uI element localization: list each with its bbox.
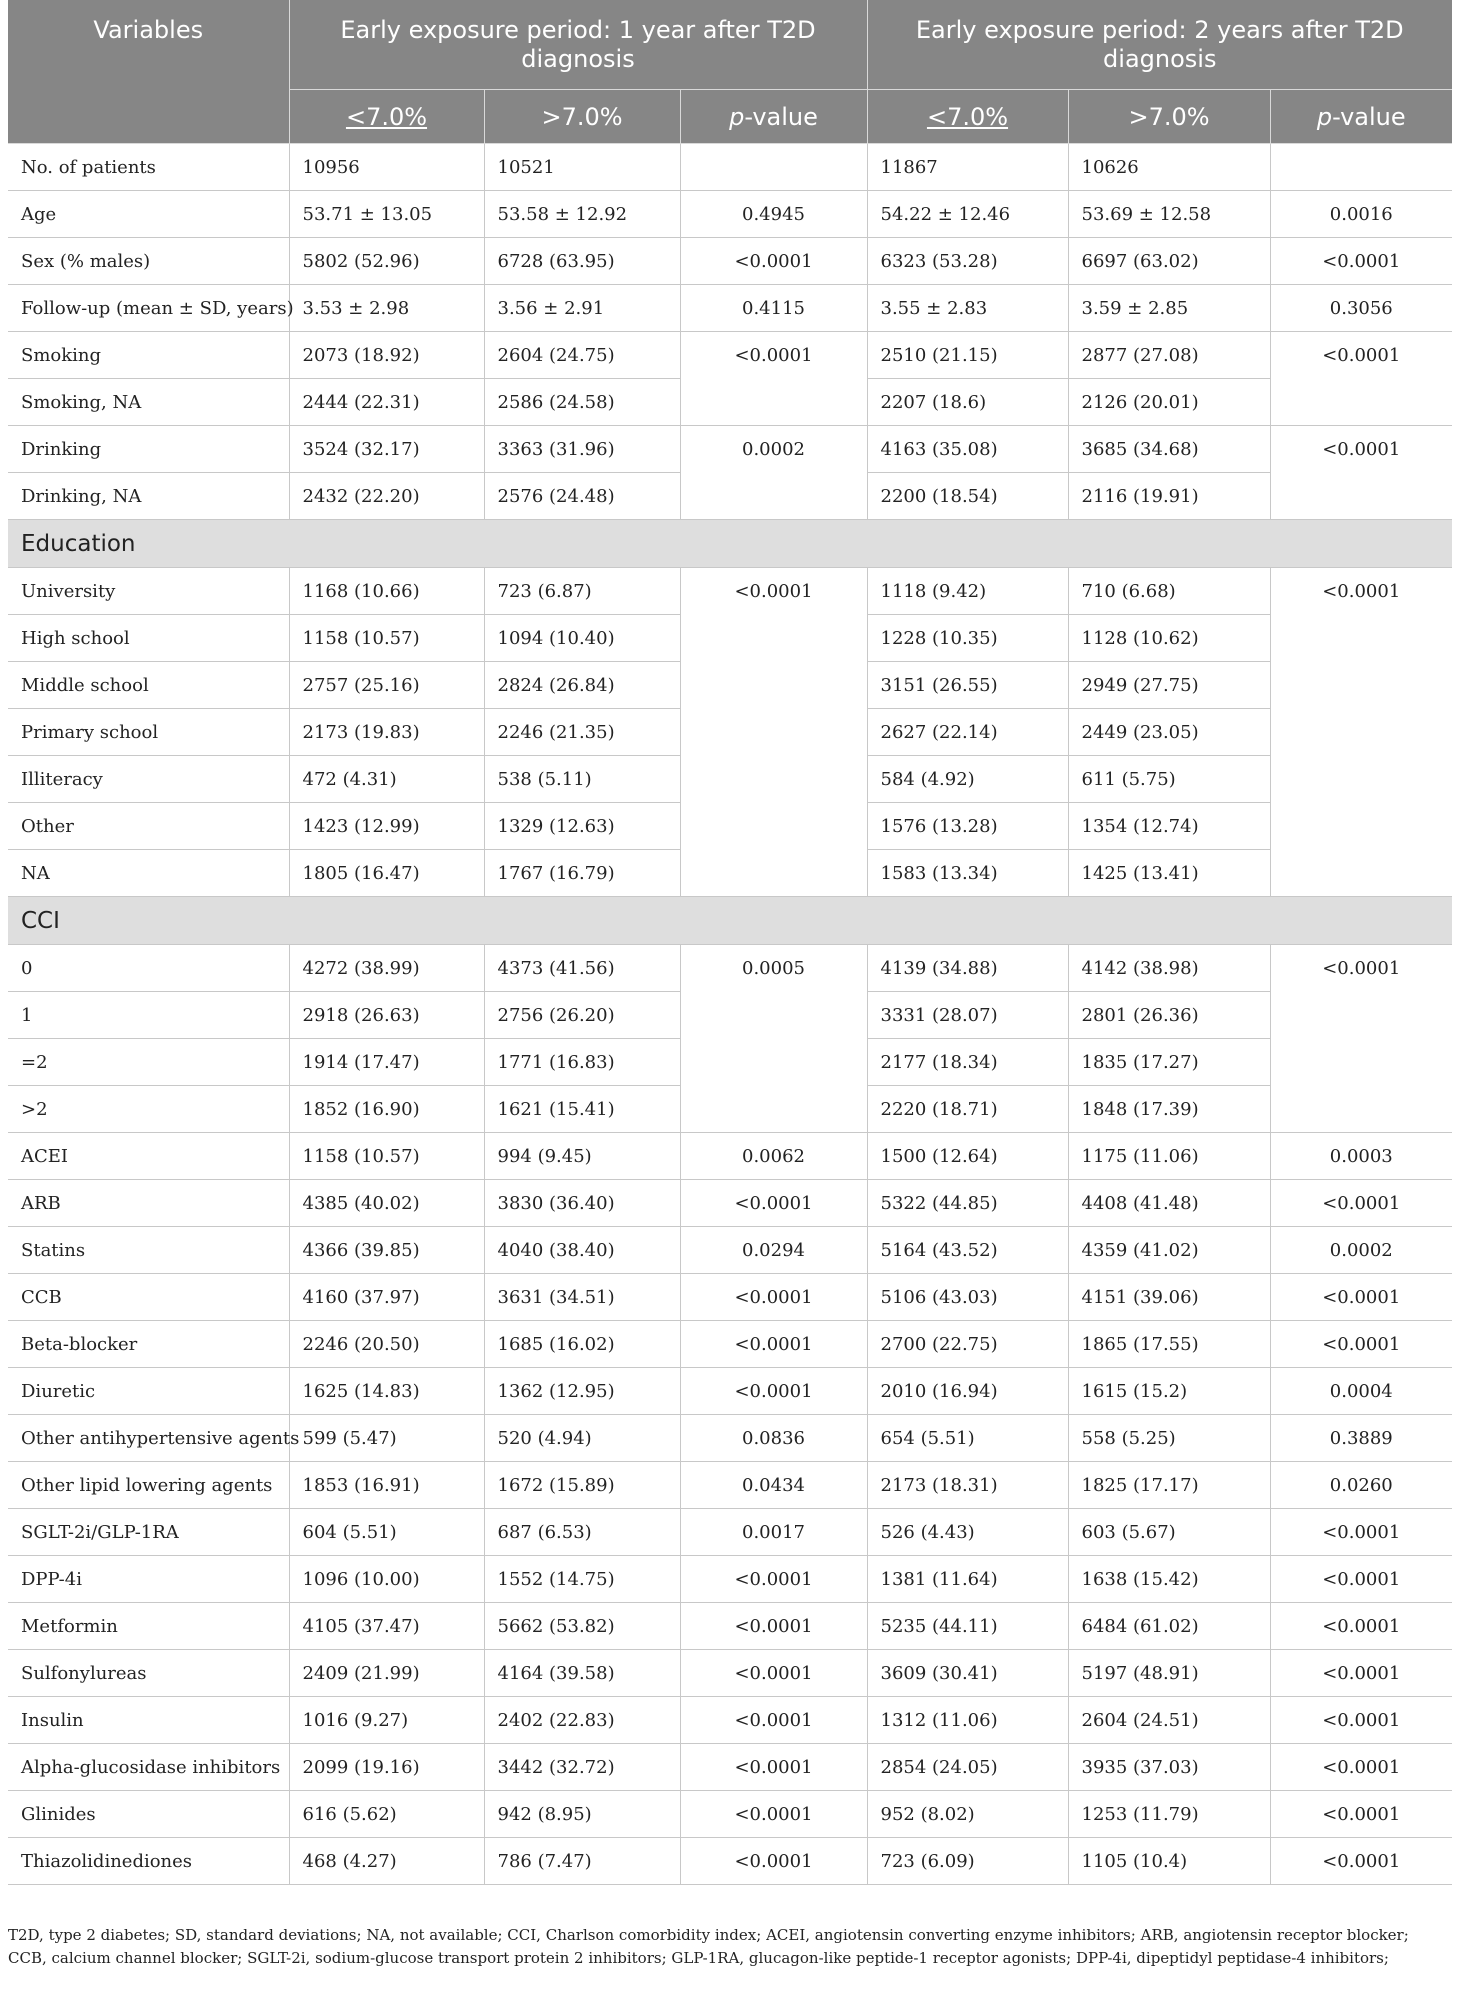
pvalue-2y-cell: 0.0004 — [1270, 1368, 1452, 1415]
value-gt7-1y-cell: 3.56 ± 2.91 — [484, 285, 680, 332]
value-gt7-1y-cell: 1771 (16.83) — [484, 1039, 680, 1086]
value-gt7-2y-cell: 2604 (24.51) — [1068, 1697, 1270, 1744]
value-gt7-2y-cell: 6697 (63.02) — [1068, 238, 1270, 285]
table-row — [8, 1697, 1452, 1744]
section-header-row — [8, 897, 1452, 945]
row-label-cell: Thiazolidinediones — [8, 1838, 289, 1885]
pvalue-2y-cell: 0.3889 — [1270, 1415, 1452, 1462]
row-label-cell: =2 — [8, 1039, 289, 1086]
value-gt7-2y-cell: 6484 (61.02) — [1068, 1603, 1270, 1650]
pvalue-2y-cell: <0.0001 — [1270, 1650, 1452, 1697]
value-le7-1y-cell: 2099 (19.16) — [289, 1744, 484, 1791]
pvalue-1y-cell: 0.0062 — [680, 1133, 867, 1180]
pvalue-2y-cell: <0.0001 — [1270, 1321, 1452, 1368]
value-le7-1y-cell: 1096 (10.00) — [289, 1556, 484, 1603]
pvalue-2y-cell — [1270, 144, 1452, 191]
value-le7-1y-cell: 2173 (19.83) — [289, 709, 484, 756]
table-row — [8, 144, 1452, 191]
header-variables: Variables — [8, 0, 289, 144]
value-gt7-2y-cell: 5197 (48.91) — [1068, 1650, 1270, 1697]
row-label-cell: ARB — [8, 1180, 289, 1227]
value-le7-2y-cell: 2627 (22.14) — [867, 709, 1068, 756]
value-le7-2y-cell: 3331 (28.07) — [867, 992, 1068, 1039]
pvalue-1y-cell: <0.0001 — [680, 1650, 867, 1697]
value-gt7-1y-cell: 3363 (31.96) — [484, 426, 680, 473]
section-header-label: Education — [8, 520, 1452, 568]
pvalue-1y-cell: <0.0001 — [680, 1744, 867, 1791]
value-gt7-2y-cell: 1865 (17.55) — [1068, 1321, 1270, 1368]
pvalue-1y-cell: <0.0001 — [680, 1368, 867, 1415]
value-le7-1y-cell: 468 (4.27) — [289, 1838, 484, 1885]
value-gt7-2y-cell: 1128 (10.62) — [1068, 615, 1270, 662]
value-le7-2y-cell: 723 (6.09) — [867, 1838, 1068, 1885]
value-gt7-2y-cell: 558 (5.25) — [1068, 1415, 1270, 1462]
header-gt7-1y: >7.0% — [484, 90, 680, 144]
header-p-italic: p — [1316, 102, 1333, 131]
pvalue-2y-cell: 0.3056 — [1270, 285, 1452, 332]
row-label-cell: Beta-blocker — [8, 1321, 289, 1368]
value-le7-1y-cell: 604 (5.51) — [289, 1509, 484, 1556]
header-gt7-2y: >7.0% — [1068, 90, 1270, 144]
value-le7-2y-cell: 6323 (53.28) — [867, 238, 1068, 285]
characteristics-table — [8, 0, 1452, 1885]
header-p-rest: -value — [744, 102, 818, 131]
pvalue-2y-cell: <0.0001 — [1270, 1744, 1452, 1791]
value-gt7-2y-cell: 1835 (17.27) — [1068, 1039, 1270, 1086]
value-le7-2y-cell: 1583 (13.34) — [867, 850, 1068, 897]
pvalue-1y-cell: <0.0001 — [680, 1180, 867, 1227]
row-label-cell: 0 — [8, 945, 289, 992]
value-gt7-2y-cell: 2126 (20.01) — [1068, 379, 1270, 426]
value-le7-1y-cell: 1853 (16.91) — [289, 1462, 484, 1509]
pvalue-1y-cell: 0.0836 — [680, 1415, 867, 1462]
row-label-cell: Smoking — [8, 332, 289, 379]
pvalue-2y-cell: <0.0001 — [1270, 238, 1452, 285]
value-gt7-2y-cell: 1354 (12.74) — [1068, 803, 1270, 850]
table-row — [8, 1274, 1452, 1321]
value-le7-2y-cell: 654 (5.51) — [867, 1415, 1068, 1462]
value-gt7-2y-cell: 3685 (34.68) — [1068, 426, 1270, 473]
value-gt7-2y-cell: 3935 (37.03) — [1068, 1744, 1270, 1791]
value-le7-1y-cell: 4105 (37.47) — [289, 1603, 484, 1650]
value-gt7-1y-cell: 3442 (32.72) — [484, 1744, 680, 1791]
value-gt7-1y-cell: 1621 (15.41) — [484, 1086, 680, 1133]
value-gt7-2y-cell: 2949 (27.75) — [1068, 662, 1270, 709]
value-le7-2y-cell: 3609 (30.41) — [867, 1650, 1068, 1697]
value-le7-1y-cell: 2918 (26.63) — [289, 992, 484, 1039]
value-gt7-2y-cell: 1615 (15.2) — [1068, 1368, 1270, 1415]
table-row — [8, 1368, 1452, 1415]
table-row — [8, 426, 1452, 473]
table-footnote: T2D, type 2 diabetes; SD, standard deviations; NA, not available; CCI, Charlson comorbidity index; ACEI, angiotensin converting enzyme inhibitors; ARB, angiotensin receptor blocker; CCB, calcium channel blocker; SGLT-2i, sodium-glucose transport protein 2 inhibitors; GLP-1RA, glucagon-like peptide-1 receptor agonists; DPP-4i, dipeptidyl peptidase-4 inhibitors; — [8, 1926, 1409, 1967]
value-le7-1y-cell: 4272 (38.99) — [289, 945, 484, 992]
value-le7-1y-cell: 3.53 ± 2.98 — [289, 285, 484, 332]
value-le7-1y-cell: 53.71 ± 13.05 — [289, 191, 484, 238]
row-label-cell: Glinides — [8, 1791, 289, 1838]
value-gt7-1y-cell: 4164 (39.58) — [484, 1650, 680, 1697]
value-gt7-2y-cell: 4151 (39.06) — [1068, 1274, 1270, 1321]
pvalue-2y-cell: <0.0001 — [1270, 1556, 1452, 1603]
row-label-cell: Follow-up (mean ± SD, years) — [8, 285, 289, 332]
header-pvalue-1y — [680, 90, 867, 144]
value-gt7-1y-cell: 53.58 ± 12.92 — [484, 191, 680, 238]
value-le7-1y-cell: 2757 (25.16) — [289, 662, 484, 709]
value-gt7-2y-cell: 2116 (19.91) — [1068, 473, 1270, 520]
row-label-cell: University — [8, 568, 289, 615]
row-label-cell: ACEI — [8, 1133, 289, 1180]
value-gt7-2y-cell: 53.69 ± 12.58 — [1068, 191, 1270, 238]
table-row — [8, 1509, 1452, 1556]
pvalue-1y-cell — [680, 144, 867, 191]
value-gt7-1y-cell: 5662 (53.82) — [484, 1603, 680, 1650]
header-pvalue-2y — [1270, 90, 1452, 144]
table-row — [8, 1321, 1452, 1368]
value-gt7-1y-cell: 2604 (24.75) — [484, 332, 680, 379]
value-le7-1y-cell: 472 (4.31) — [289, 756, 484, 803]
value-gt7-2y-cell: 1105 (10.4) — [1068, 1838, 1270, 1885]
table-row — [8, 1791, 1452, 1838]
value-le7-2y-cell: 2173 (18.31) — [867, 1462, 1068, 1509]
pvalue-1y-cell: <0.0001 — [680, 1791, 867, 1838]
value-gt7-2y-cell: 1425 (13.41) — [1068, 850, 1270, 897]
value-gt7-1y-cell: 6728 (63.95) — [484, 238, 680, 285]
pvalue-2y-cell: <0.0001 — [1270, 1509, 1452, 1556]
row-label-cell: Sulfonylureas — [8, 1650, 289, 1697]
value-gt7-1y-cell: 2402 (22.83) — [484, 1697, 680, 1744]
header-p-italic: p — [729, 102, 745, 131]
pvalue-1y-cell: <0.0001 — [680, 238, 867, 285]
value-gt7-1y-cell: 3830 (36.40) — [484, 1180, 680, 1227]
table-row — [8, 1603, 1452, 1650]
table-row — [8, 1133, 1452, 1180]
value-gt7-1y-cell: 4373 (41.56) — [484, 945, 680, 992]
value-gt7-2y-cell: 1825 (17.17) — [1068, 1462, 1270, 1509]
pvalue-2y-cell: 0.0260 — [1270, 1462, 1452, 1509]
value-gt7-1y-cell: 1094 (10.40) — [484, 615, 680, 662]
row-label-cell: Statins — [8, 1227, 289, 1274]
value-gt7-2y-cell: 4142 (38.98) — [1068, 945, 1270, 992]
value-gt7-1y-cell: 2824 (26.84) — [484, 662, 680, 709]
row-label-cell: Age — [8, 191, 289, 238]
value-gt7-1y-cell: 2246 (21.35) — [484, 709, 680, 756]
row-label-cell: Sex (% males) — [8, 238, 289, 285]
pvalue-2y-cell: 0.0016 — [1270, 191, 1452, 238]
table-row — [8, 1415, 1452, 1462]
row-label-cell: Alpha-glucosidase inhibitors — [8, 1744, 289, 1791]
table-row — [8, 1838, 1452, 1885]
value-gt7-1y-cell: 687 (6.53) — [484, 1509, 680, 1556]
value-le7-2y-cell: 1500 (12.64) — [867, 1133, 1068, 1180]
value-le7-1y-cell: 1423 (12.99) — [289, 803, 484, 850]
section-header-row — [8, 520, 1452, 568]
value-le7-2y-cell: 5164 (43.52) — [867, 1227, 1068, 1274]
value-le7-2y-cell: 2177 (18.34) — [867, 1039, 1068, 1086]
value-gt7-2y-cell: 2449 (23.05) — [1068, 709, 1270, 756]
value-le7-2y-cell: 1312 (11.06) — [867, 1697, 1068, 1744]
value-gt7-1y-cell: 1685 (16.02) — [484, 1321, 680, 1368]
table-row — [8, 1462, 1452, 1509]
header-p-rest: -value — [1332, 102, 1406, 131]
value-le7-1y-cell: 4160 (37.97) — [289, 1274, 484, 1321]
value-le7-2y-cell: 11867 — [867, 144, 1068, 191]
row-label-cell: Illiteracy — [8, 756, 289, 803]
value-le7-2y-cell: 4139 (34.88) — [867, 945, 1068, 992]
value-le7-2y-cell: 1118 (9.42) — [867, 568, 1068, 615]
value-gt7-1y-cell: 786 (7.47) — [484, 1838, 680, 1885]
table-body — [8, 144, 1452, 1885]
value-gt7-1y-cell: 2576 (24.48) — [484, 473, 680, 520]
pvalue-2y-cell: 0.0003 — [1270, 1133, 1452, 1180]
pvalue-1y-cell: <0.0001 — [680, 1603, 867, 1650]
pvalue-1y-cell: <0.0001 — [680, 568, 867, 897]
table-row — [8, 1744, 1452, 1791]
value-le7-1y-cell: 1805 (16.47) — [289, 850, 484, 897]
value-le7-2y-cell: 2010 (16.94) — [867, 1368, 1068, 1415]
value-le7-2y-cell: 584 (4.92) — [867, 756, 1068, 803]
row-label-cell: CCB — [8, 1274, 289, 1321]
pvalue-1y-cell: 0.0005 — [680, 945, 867, 1133]
pvalue-2y-cell: <0.0001 — [1270, 568, 1452, 897]
row-label-cell: >2 — [8, 1086, 289, 1133]
value-le7-2y-cell: 5106 (43.03) — [867, 1274, 1068, 1321]
table-container — [8, 0, 1452, 1885]
value-le7-2y-cell: 5322 (44.85) — [867, 1180, 1068, 1227]
value-le7-2y-cell: 2220 (18.71) — [867, 1086, 1068, 1133]
value-gt7-2y-cell: 603 (5.67) — [1068, 1509, 1270, 1556]
header-le7-2y-label: <7.0% — [926, 102, 1009, 131]
table-row — [8, 285, 1452, 332]
value-gt7-1y-cell: 1767 (16.79) — [484, 850, 680, 897]
pvalue-1y-cell: 0.0002 — [680, 426, 867, 520]
row-label-cell: SGLT-2i/GLP-1RA — [8, 1509, 289, 1556]
value-gt7-1y-cell: 10521 — [484, 144, 680, 191]
pvalue-2y-cell: <0.0001 — [1270, 1180, 1452, 1227]
value-le7-1y-cell: 3524 (32.17) — [289, 426, 484, 473]
value-le7-1y-cell: 10956 — [289, 144, 484, 191]
pvalue-2y-cell: <0.0001 — [1270, 1791, 1452, 1838]
value-le7-1y-cell: 2073 (18.92) — [289, 332, 484, 379]
row-label-cell: Drinking, NA — [8, 473, 289, 520]
value-gt7-1y-cell: 1552 (14.75) — [484, 1556, 680, 1603]
pvalue-2y-cell: 0.0002 — [1270, 1227, 1452, 1274]
value-gt7-2y-cell: 1175 (11.06) — [1068, 1133, 1270, 1180]
value-gt7-2y-cell: 710 (6.68) — [1068, 568, 1270, 615]
value-gt7-2y-cell: 611 (5.75) — [1068, 756, 1270, 803]
value-gt7-1y-cell: 942 (8.95) — [484, 1791, 680, 1838]
value-le7-2y-cell: 2700 (22.75) — [867, 1321, 1068, 1368]
row-label-cell: Metformin — [8, 1603, 289, 1650]
value-gt7-2y-cell: 2877 (27.08) — [1068, 332, 1270, 379]
pvalue-1y-cell: <0.0001 — [680, 1838, 867, 1885]
value-gt7-1y-cell: 723 (6.87) — [484, 568, 680, 615]
value-le7-1y-cell: 2432 (22.20) — [289, 473, 484, 520]
value-gt7-2y-cell: 1848 (17.39) — [1068, 1086, 1270, 1133]
value-le7-1y-cell: 1914 (17.47) — [289, 1039, 484, 1086]
value-le7-2y-cell: 2510 (21.15) — [867, 332, 1068, 379]
value-le7-1y-cell: 5802 (52.96) — [289, 238, 484, 285]
pvalue-2y-cell: <0.0001 — [1270, 1838, 1452, 1885]
pvalue-2y-cell: <0.0001 — [1270, 426, 1452, 520]
table-row — [8, 238, 1452, 285]
value-gt7-1y-cell: 2756 (26.20) — [484, 992, 680, 1039]
value-le7-1y-cell: 1016 (9.27) — [289, 1697, 484, 1744]
value-gt7-1y-cell: 1329 (12.63) — [484, 803, 680, 850]
table-row — [8, 332, 1452, 379]
row-label-cell: Smoking, NA — [8, 379, 289, 426]
table-row — [8, 1227, 1452, 1274]
value-le7-1y-cell: 2246 (20.50) — [289, 1321, 484, 1368]
table-row — [8, 1650, 1452, 1697]
value-gt7-1y-cell: 520 (4.94) — [484, 1415, 680, 1462]
table-row — [8, 1556, 1452, 1603]
row-label-cell: Other lipid lowering agents — [8, 1462, 289, 1509]
pvalue-1y-cell: <0.0001 — [680, 1321, 867, 1368]
value-gt7-2y-cell: 10626 — [1068, 144, 1270, 191]
value-gt7-2y-cell: 2801 (26.36) — [1068, 992, 1270, 1039]
row-label-cell: Other — [8, 803, 289, 850]
header-le7-2y — [867, 90, 1068, 144]
pvalue-1y-cell: <0.0001 — [680, 1697, 867, 1744]
value-le7-2y-cell: 2207 (18.6) — [867, 379, 1068, 426]
row-label-cell: No. of patients — [8, 144, 289, 191]
value-gt7-1y-cell: 1672 (15.89) — [484, 1462, 680, 1509]
table-row — [8, 191, 1452, 238]
header-period-2-years: Early exposure period: 2 years after T2D diagnosis — [867, 0, 1452, 90]
value-gt7-1y-cell: 3631 (34.51) — [484, 1274, 680, 1321]
value-le7-1y-cell: 599 (5.47) — [289, 1415, 484, 1462]
value-gt7-1y-cell: 4040 (38.40) — [484, 1227, 680, 1274]
value-le7-2y-cell: 952 (8.02) — [867, 1791, 1068, 1838]
row-label-cell: 1 — [8, 992, 289, 1039]
value-le7-2y-cell: 5235 (44.11) — [867, 1603, 1068, 1650]
pvalue-2y-cell: <0.0001 — [1270, 332, 1452, 426]
value-le7-2y-cell: 1381 (11.64) — [867, 1556, 1068, 1603]
row-label-cell: Middle school — [8, 662, 289, 709]
pvalue-2y-cell: <0.0001 — [1270, 1274, 1452, 1321]
value-le7-1y-cell: 1158 (10.57) — [289, 1133, 484, 1180]
row-label-cell: Diuretic — [8, 1368, 289, 1415]
value-le7-2y-cell: 2200 (18.54) — [867, 473, 1068, 520]
row-label-cell: Insulin — [8, 1697, 289, 1744]
pvalue-1y-cell: <0.0001 — [680, 1274, 867, 1321]
header-le7-1y — [289, 90, 484, 144]
pvalue-2y-cell: <0.0001 — [1270, 1603, 1452, 1650]
value-le7-1y-cell: 1168 (10.66) — [289, 568, 484, 615]
value-le7-2y-cell: 2854 (24.05) — [867, 1744, 1068, 1791]
pvalue-1y-cell: 0.4945 — [680, 191, 867, 238]
value-le7-1y-cell: 616 (5.62) — [289, 1791, 484, 1838]
value-le7-2y-cell: 3.55 ± 2.83 — [867, 285, 1068, 332]
table-row — [8, 945, 1452, 992]
value-gt7-1y-cell: 2586 (24.58) — [484, 379, 680, 426]
value-le7-1y-cell: 4366 (39.85) — [289, 1227, 484, 1274]
pvalue-1y-cell: 0.0434 — [680, 1462, 867, 1509]
header-le7-1y-label: <7.0% — [345, 102, 428, 131]
value-le7-1y-cell: 2409 (21.99) — [289, 1650, 484, 1697]
row-label-cell: DPP-4i — [8, 1556, 289, 1603]
pvalue-1y-cell: <0.0001 — [680, 1556, 867, 1603]
value-le7-2y-cell: 4163 (35.08) — [867, 426, 1068, 473]
value-le7-2y-cell: 54.22 ± 12.46 — [867, 191, 1068, 238]
value-gt7-2y-cell: 1253 (11.79) — [1068, 1791, 1270, 1838]
pvalue-1y-cell: 0.4115 — [680, 285, 867, 332]
header-period-1-year: Early exposure period: 1 year after T2D diagnosis — [289, 0, 867, 90]
row-label-cell: High school — [8, 615, 289, 662]
pvalue-2y-cell: <0.0001 — [1270, 1697, 1452, 1744]
value-gt7-2y-cell: 1638 (15.42) — [1068, 1556, 1270, 1603]
value-le7-2y-cell: 3151 (26.55) — [867, 662, 1068, 709]
row-label-cell: Drinking — [8, 426, 289, 473]
row-label-cell: Primary school — [8, 709, 289, 756]
value-le7-1y-cell: 1852 (16.90) — [289, 1086, 484, 1133]
value-le7-2y-cell: 1576 (13.28) — [867, 803, 1068, 850]
value-gt7-1y-cell: 1362 (12.95) — [484, 1368, 680, 1415]
value-gt7-1y-cell: 538 (5.11) — [484, 756, 680, 803]
row-label-cell: NA — [8, 850, 289, 897]
row-label-cell: Other antihypertensive agents — [8, 1415, 289, 1462]
value-gt7-2y-cell: 4408 (41.48) — [1068, 1180, 1270, 1227]
value-le7-1y-cell: 1625 (14.83) — [289, 1368, 484, 1415]
value-gt7-2y-cell: 4359 (41.02) — [1068, 1227, 1270, 1274]
table-row — [8, 568, 1452, 615]
value-le7-1y-cell: 2444 (22.31) — [289, 379, 484, 426]
pvalue-1y-cell: <0.0001 — [680, 332, 867, 426]
value-gt7-1y-cell: 994 (9.45) — [484, 1133, 680, 1180]
pvalue-2y-cell: <0.0001 — [1270, 945, 1452, 1133]
pvalue-1y-cell: 0.0017 — [680, 1509, 867, 1556]
value-gt7-2y-cell: 3.59 ± 2.85 — [1068, 285, 1270, 332]
value-le7-2y-cell: 1228 (10.35) — [867, 615, 1068, 662]
section-header-label: CCI — [8, 897, 1452, 945]
table-row — [8, 1180, 1452, 1227]
value-le7-1y-cell: 4385 (40.02) — [289, 1180, 484, 1227]
value-le7-2y-cell: 526 (4.43) — [867, 1509, 1068, 1556]
value-le7-1y-cell: 1158 (10.57) — [289, 615, 484, 662]
pvalue-1y-cell: 0.0294 — [680, 1227, 867, 1274]
